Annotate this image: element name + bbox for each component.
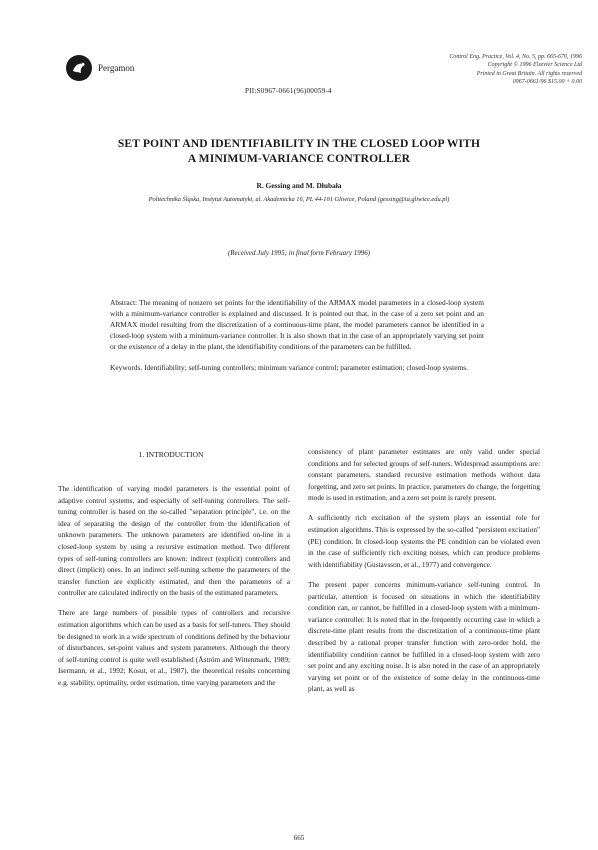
pii-code: PII:S0967-0661(96)00059-4 xyxy=(245,87,332,95)
paragraph: consistency of plant parameter estimates are only valid under special conditions and for selected groups of self-tuners. Widespread assumptions are: constant parameters, standard recursive estimation methods without data forgetting, and zero set points. In practice, parameters do change, the forgetting mode is used in estimation, and a zero set point is rarely present. xyxy=(308,447,540,503)
abstract: Abstract: The meaning of nonzero set points for the identifiability of the ARMAX model parameters in a closed-loop system with a minimum-variance controller is explained and discussed. It is pointed out that, in the case of a zero set point and an ARMAX model resulting from the discretization of a continuous-time plant, the model parameters cannot be identified in a closed-loop system with a minimum-variance controller. It is also shown that in the case of an appropriately varying set point or the existence of a delay in the plant, the identifiability conditions of the parameters can be fulfilled. xyxy=(110,298,484,352)
right-column xyxy=(308,446,540,703)
journal-printed: Printed in Great Britain. All rights reserved xyxy=(476,70,582,77)
section-heading: 1. INTRODUCTION xyxy=(138,450,204,459)
authors: R. Gessing and M. Dłubała xyxy=(256,181,342,190)
pergamon-logo-icon xyxy=(66,55,92,81)
page-number: 665 xyxy=(293,834,305,842)
title-line: SET POINT AND IDENTIFIABILITY IN THE CLOSED LOOP WITH xyxy=(117,137,481,150)
paragraph: A sufficiently rich excitation of the system plays an essential role for estimation algorithms. This is expressed by the so-called "persistent excitation" (PE) condition. In closed-loop systems the PE condition can be violated even in the case of sufficiently rich exciting noises, which can produce problems with identifiability (Gustavsson, et al., 1977) and convergence. xyxy=(308,513,540,569)
left-column xyxy=(58,483,290,697)
journal-issn: 0967-0661/96 $15.00 + 0.00 xyxy=(512,79,582,86)
affiliation: Politechnika Śląska, Instytut Automatyki, ul. Akademicka 16, PL 44-101 Gliwice, Poland (gessing@ia.gliwice.edu.pl) xyxy=(148,196,450,203)
journal-citation: Control Eng. Practice, Vol. 4, No. 5, pp. 665-670, 1996 xyxy=(449,54,582,60)
received-dates: (Received July 1995; in final form February 1996) xyxy=(227,249,371,257)
publisher-name: Pergamon xyxy=(98,63,135,73)
paper-title xyxy=(60,136,538,166)
paragraph: There are large numbers of possible types of controllers and recursive estimation algorithms which can be used as a basis for self-tuners. They should be designed to work in a wide spectrum of conditions defined by the behaviour of disturbances, set-point values and system parameters. Although the theory of self-tuning control is quite well established (Åström and Wittenmark, 1989; Isermann, et al., 1992; Kosut, et al., 1987), the theoretical results concerning e.g. stability, optimality, order estimation, time varying parameters and the xyxy=(58,608,290,687)
paragraph: The identification of varying model parameters is the essential point of adaptive control systems, and especially of self-tuning controllers. The self-tuning controller is based on the so-called "separation principle", i.e. on the idea of separating the design of the controller from the identification of unknown parameters. The unknown parameters are identified on-line in a closed-loop system by using a recursive estimation method. Two different types of self-tuning controllers are known: indirect (explicit) controllers and direct (implicit) ones. In an indirect self-tuning scheme the parameters of the transfer function are explicitly estimated, and then the parameters of a controller are calculated indirectly on the basis of the estimated parameters. xyxy=(58,484,290,598)
journal-info xyxy=(362,53,582,87)
paragraph: The present paper concerns minimum-variance self-tuning control. In particular, attention is focused on situations in which the identifiability condition can, or cannot, be fulfilled in a closed-loop system with a minimum-variance controller. It is noted that in the frequently occurring case in which a discrete-time plant results from the discretization of a continuous-time plant described by a rational proper transfer function with zero-order hold, the identifiability condition cannot be fulfilled in a closed-loop system with zero set point and any exciting noise. It is also noted in the case of an appropriately varying set point or of the existence of some delay in the continuous-time plant, as well as xyxy=(308,579,540,694)
keywords: Keywords. Identifiability; self-tuning controllers; minimum variance control; parameter estimation; closed-loop systems. xyxy=(110,363,468,372)
journal-copyright: Copyright © 1996 Elsevier Science Ltd xyxy=(487,62,582,69)
title-line: A MINIMUM-VARIANCE CONTROLLER xyxy=(187,152,411,165)
